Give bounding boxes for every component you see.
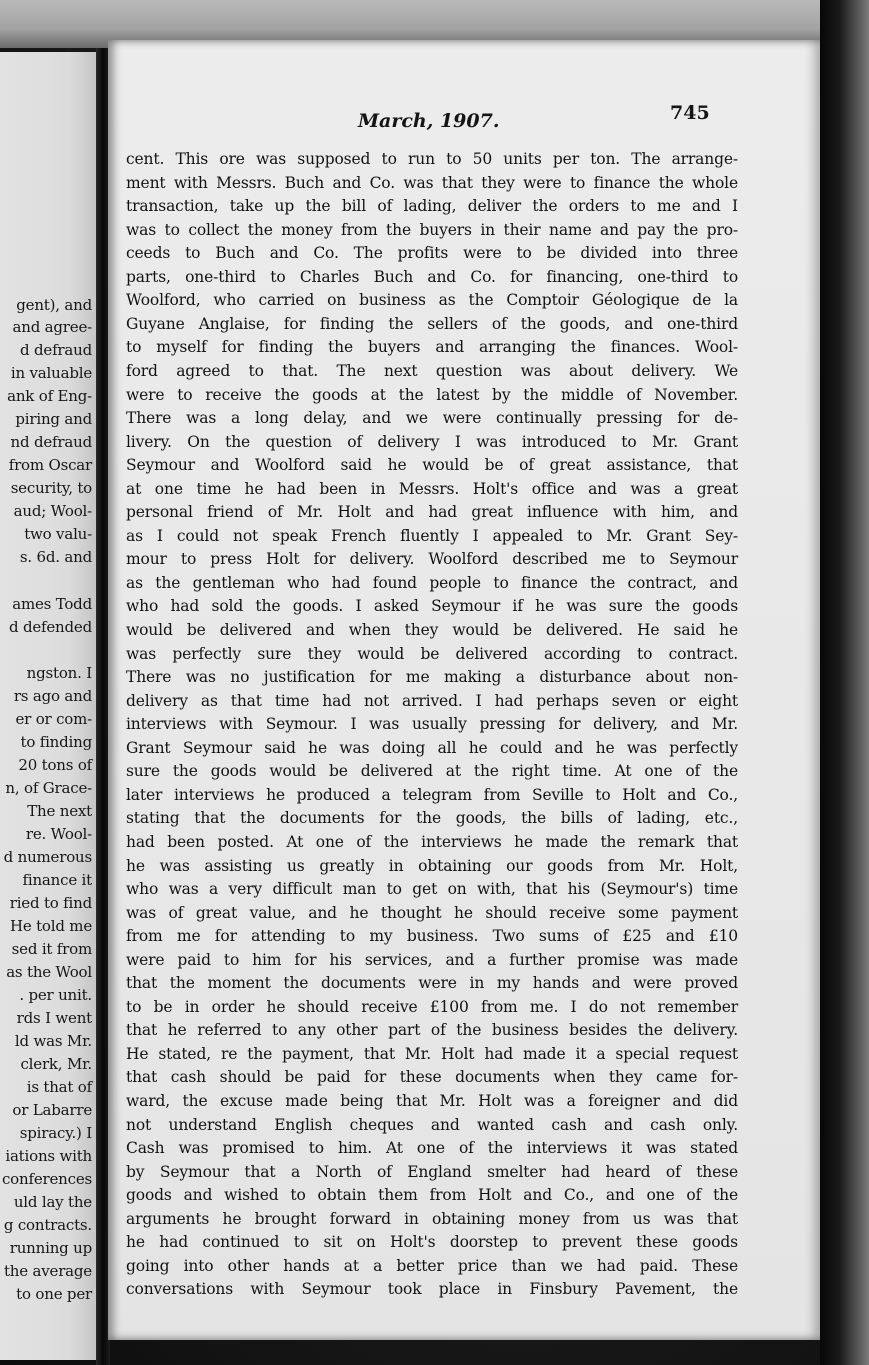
body-text-line: livery. On the question of delivery I was introduced to Mr. Grant	[126, 433, 738, 451]
left-page-line: spiracy.) I	[19, 1124, 92, 1142]
left-page-line: or Labarre	[12, 1101, 92, 1119]
left-page-line: ank of Eng-	[7, 387, 92, 405]
left-page-line: running up	[9, 1239, 92, 1257]
body-text-line: ward, the excuse made being that Mr. Holt was a foreigner and did	[126, 1092, 738, 1110]
body-text-line: transaction, take up the bill of lading, deliver the orders to me and I	[126, 197, 738, 215]
right-page-edge	[820, 0, 869, 1365]
body-text-line: There was no justification for me making a disturbance about non-	[126, 668, 738, 686]
left-page-line: g contracts.	[3, 1216, 92, 1234]
body-text-line: Grant Seymour said he was doing all he could and he was perfectly	[126, 739, 738, 757]
body-text-line: cent. This ore was supposed to run to 50 units per ton. The arrange-	[126, 150, 738, 168]
body-text-line: mour to press Holt for delivery. Woolford described me to Seymour	[126, 550, 738, 568]
body-text-line: ment with Messrs. Buch and Co. was that they were to finance the whole	[126, 174, 738, 192]
left-page-line: sed it from	[11, 940, 92, 958]
left-page-line: ngston. I	[26, 664, 92, 682]
body-text-line: was of great value, and he thought he should receive some payment	[126, 904, 738, 922]
body-text-line: from me for attending to my business. Two sums of £25 and £10	[126, 927, 738, 945]
left-page-line: finance it	[22, 871, 92, 889]
left-page-line: as the Wool	[6, 963, 92, 981]
main-page	[108, 40, 820, 1340]
left-page-line: n, of Grace-	[5, 779, 92, 797]
body-text-line: later interviews he produced a telegram from Seville to Holt and Co.,	[126, 786, 738, 804]
left-page-line: . per unit.	[19, 986, 92, 1004]
left-page-line: gent), and	[16, 296, 92, 314]
body-text-line: delivery as that time had not arrived. I had perhaps seven or eight	[126, 692, 738, 710]
left-page-line: to one per	[16, 1285, 92, 1303]
body-text-line: He stated, re the payment, that Mr. Holt had made it a special request	[126, 1045, 738, 1063]
body-text-line: There was a long delay, and we were continually pressing for de-	[126, 409, 738, 427]
left-page-line: is that of	[26, 1078, 92, 1096]
left-page-line: security, to	[10, 479, 92, 497]
body-text-line: Seymour and Woolford said he would be of great assistance, that	[126, 456, 738, 474]
left-page-line: 20 tons of	[18, 756, 92, 774]
left-page-line: d defended	[8, 618, 92, 636]
left-page-line: aud; Wool-	[13, 502, 92, 520]
body-text-line: that he referred to any other part of the business besides the delivery.	[126, 1021, 738, 1039]
body-text-line: goods and wished to obtain them from Holt and Co., and one of the	[126, 1186, 738, 1204]
body-text-line: he was assisting us greatly in obtaining our goods from Mr. Holt,	[126, 857, 738, 875]
body-text-line: at one time he had been in Messrs. Holt's office and was a great	[126, 480, 738, 498]
left-page-line: to finding	[20, 733, 92, 751]
left-page-line: ried to find	[9, 894, 92, 912]
body-text-line: was perfectly sure they would be delivered according to contract.	[126, 645, 738, 663]
left-page-line: clerk, Mr.	[20, 1055, 92, 1073]
left-page-line: ames Todd	[12, 595, 92, 613]
page-number: 745	[670, 102, 710, 124]
body-text-line: stating that the documents for the goods, the bills of lading, etc.,	[126, 809, 738, 827]
body-text-line: ceeds to Buch and Co. The profits were to be divided into three	[126, 244, 738, 262]
left-page-line: conferences	[1, 1170, 92, 1188]
left-page-line: ld was Mr.	[14, 1032, 92, 1050]
body-text-line: were to receive the goods at the latest by the middle of November.	[126, 386, 738, 404]
left-page-line: and agree-	[12, 318, 92, 336]
body-text-line: had been posted. At one of the interviews he made the remark that	[126, 833, 738, 851]
body-text-line: who had sold the goods. I asked Seymour if he was sure the goods	[126, 597, 738, 615]
body-text-line: as I could not speak French fluently I appealed to Mr. Grant Sey-	[126, 527, 738, 545]
body-text-line: going into other hands at a better price than we had paid. These	[126, 1257, 738, 1275]
left-page-line: d defraud	[20, 341, 92, 359]
body-text-line: was to collect the money from the buyers in their name and pay the pro-	[126, 221, 738, 239]
body-text-line: to be in order he should receive £100 from me. I do not remember	[126, 998, 738, 1016]
left-page-line: piring and	[15, 410, 92, 428]
left-page-line: iations with	[5, 1147, 92, 1165]
body-text-line: sure the goods would be delivered at the right time. At one of the	[126, 762, 738, 780]
body-text-line: that the moment the documents were in my hands and were proved	[126, 974, 738, 992]
body-text-line: interviews with Seymour. I was usually pressing for delivery, and Mr.	[126, 715, 738, 733]
body-text-line: to myself for finding the buyers and arranging the finances. Wool-	[126, 338, 738, 356]
left-page-line: The next	[27, 802, 92, 820]
left-page-line: nd defraud	[10, 433, 92, 451]
left-page-fragment	[0, 52, 98, 1360]
body-text-line: would be delivered and when they would be delivered. He said he	[126, 621, 738, 639]
left-page-line: from Oscar	[8, 456, 92, 474]
left-page-line: rds I went	[16, 1009, 92, 1027]
left-page-line: He told me	[9, 917, 92, 935]
body-text-line: conversations with Seymour took place in Finsbury Pavement, the	[126, 1280, 738, 1298]
body-text-line: Woolford, who carried on business as the Comptoir Géologique de la	[126, 291, 738, 309]
left-page-line: d numerous	[3, 848, 92, 866]
body-text-line: arguments he brought forward in obtaining money from us was that	[126, 1210, 738, 1228]
body-text-line: that cash should be paid for these documents when they came for-	[126, 1068, 738, 1086]
body-text-line: who was a very difficult man to get on with, that his (Seymour's) time	[126, 880, 738, 898]
running-header-title: March, 1907.	[358, 110, 500, 132]
left-page-line: uld lay the	[13, 1193, 92, 1211]
left-page-line: in valuable	[10, 364, 92, 382]
left-page-line: re. Wool-	[25, 825, 92, 843]
body-text-line: parts, one-third to Charles Buch and Co. for financing, one-third to	[126, 268, 738, 286]
body-text-line: personal friend of Mr. Holt and had great influence with him, and	[126, 503, 738, 521]
body-text-line: not understand English cheques and wanted cash and cash only.	[126, 1116, 738, 1134]
body-text-line: he had continued to sit on Holt's doorstep to prevent these goods	[126, 1233, 738, 1251]
left-page-line: two valu-	[24, 525, 92, 543]
body-text-line: were paid to him for his services, and a further promise was made	[126, 951, 738, 969]
left-page-line: s. 6d. and	[19, 548, 92, 566]
body-text-line: by Seymour that a North of England smelter had heard of these	[126, 1163, 738, 1181]
left-page-line: er or com-	[15, 710, 92, 728]
left-page-line: the average	[3, 1262, 92, 1280]
left-page-line: rs ago and	[13, 687, 92, 705]
body-text-line: Guyane Anglaise, for finding the sellers of the goods, and one-third	[126, 315, 738, 333]
body-text-line: as the gentleman who had found people to finance the contract, and	[126, 574, 738, 592]
body-text-line: Cash was promised to him. At one of the interviews it was stated	[126, 1139, 738, 1157]
body-text-line: ford agreed to that. The next question was about delivery. We	[126, 362, 738, 380]
